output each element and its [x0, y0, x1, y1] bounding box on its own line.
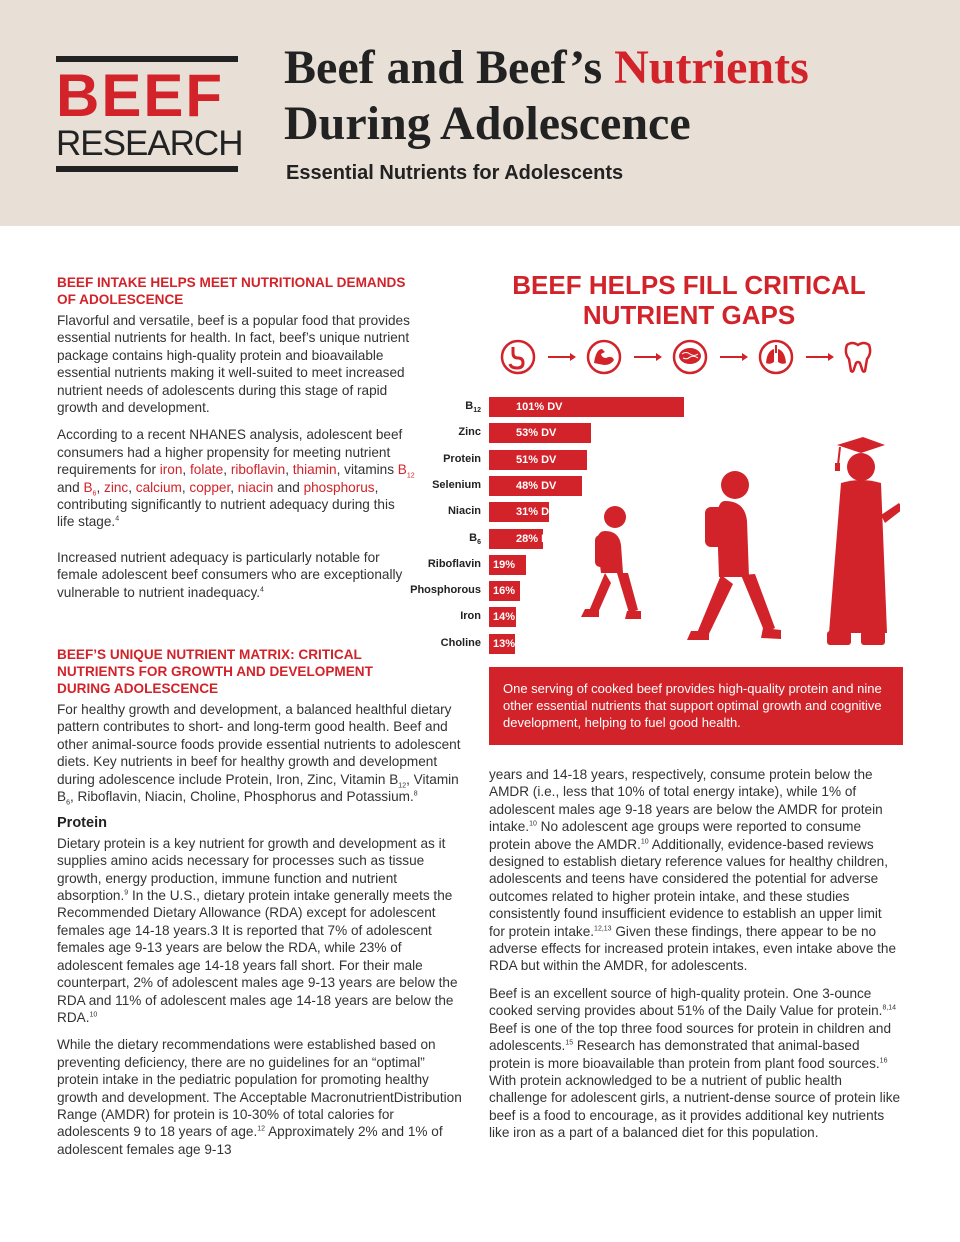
section1-paragraph1: Flavorful and versatile, beef is a popular food that provides essential nutrients for health. In fact, beef’s unique nutrient package contains high-quality protein and bioavailable essential nutrients making it well-suited to meet increased nutrient needs of adolescents during this stage of rapid growth and development.: [57, 313, 410, 416]
nutrient-calcium-link[interactable]: calcium: [135, 479, 182, 495]
left-column-top: [57, 274, 415, 611]
infographic-title: BEEF HELPS FILL CRITICAL NUTRIENT GAPS: [512, 270, 866, 330]
protein-paragraph1: Dietary protein is a key nutrient for growth and development as it supplies amino acids necessary for processes such as tissue growth, energy production, immune function and nutrient absorption.$^9$ In the U.S., dietary protein intake generally meets the Recommended Dietary Allowance (RDA) except for adolescent females age 14-18 years.3 It is reported that 7% of adolescent females age 9-13 years are below the RDA, while 23% of adolescent females age 14-18 years fall short. For their male counterpart, 2% of adolescent males age 9-13 years are below the RDA and 11% of adolescent males age 14-18 years are below the RDA.$^{10}$: [57, 835, 458, 1025]
beef-research-logo: [56, 56, 243, 172]
growth-silhouettes-icon: [575, 435, 900, 655]
arrow-icon: [634, 353, 662, 361]
logo-research-text: RESEARCH: [56, 124, 243, 163]
section1-heading: BEEF INTAKE HELPS MEET NUTRITIONAL DEMANDS OF ADOLESCENCE: [57, 275, 406, 307]
protein-heading: Protein: [57, 815, 107, 832]
title-line2: During Adolescence: [284, 97, 691, 150]
chart-category-label: Phosphorous: [410, 584, 481, 597]
tooth-icon: [846, 343, 870, 372]
chart-value-label: 51% DV: [516, 453, 557, 466]
nutrient-copper-link[interactable]: copper: [189, 479, 231, 495]
protein-paragraph3: years and 14-18 years, respectively, consume protein below the AMDR (i.e., less that 10% of total energy intake), while 1% of adolescent males age 9-18 years are below the AMDR for protein intake.$^{10}$ No adolescent age groups were reported to consume protein above the AMDR.$^{10}$ Additionally, evidence-based reviews designed to establish dietary reference values for healthy children, adolescents and teens have considered the potential for adverse outcomes related to higher protein intake, and these studies consistently found insufficient evidence to establish an upper limit for protein intake.$^{12,13}$ Given these findings, there appear to be no adverse effects for increased protein intakes, even intake above the RDA but within the AMDR, for adolescents.: [489, 767, 897, 974]
protein-paragraph4: Beef is an excellent source of high-quality protein. One 3-ounce cooked serving provides about 51% of the Daily Value for protein.$^{8,14}$ Beef is one of the top three food sources for protein in children and adolescents.$^{15}$ Research has demonstrated that animal-based protein is more bioavailable than protein from plant food sources.$^{16}$ With protein acknowledged to be a nutrient of public health challenge for adolescent girls, a nutrient-dense source of protein like beef is a food to encourage, as it provides additional key nutrients like iron as a part of a balanced diet for this population.: [489, 985, 901, 1141]
chart-category-label: Protein: [443, 452, 481, 465]
p2-intro: According to a recent NHANES analysis, adolescent beef consumers had a higher propensity for meeting nutrient requirements for: [57, 427, 403, 478]
section1-paragraph2: According to a recent NHANES analysis, adolescent beef consumers had a higher propensity for meeting nutrient requirements for iron, folate, riboflavin, thiamin, vitamins $B_{12}$ and $B_6$, zinc, calcium, copper, niacin and phosphorus, contributing significantly to nutrient adequacy during this life stage.$^4$: [57, 427, 415, 530]
callout-box: One serving of cooked beef provides high-quality protein and nine other essential nutrients that support optimal growth and cognitive development, helping to fuel good health.: [489, 667, 903, 745]
chart-value-label: 101% DV: [516, 401, 563, 413]
nutrient-iron-link[interactable]: iron: [159, 462, 183, 478]
title-highlight: Nutrients: [614, 41, 809, 94]
ref-4: 4: [115, 515, 120, 523]
stomach-icon: [502, 341, 534, 373]
logo-bottom-bar: [56, 166, 238, 172]
chart-value-label: 53% DV: [516, 427, 557, 440]
chart-category-label: Iron: [460, 610, 481, 623]
chart-category-label: Riboflavin: [427, 557, 481, 570]
chart-category-label: $B_6$: [469, 531, 481, 546]
chart-category-label: Selenium: [432, 478, 481, 491]
chart-category-label: Choline: [440, 636, 481, 649]
chart-category-label: $B_{12}$: [465, 400, 481, 415]
section2-heading: BEEF’S UNIQUE NUTRIENT MATRIX: CRITICAL NUTRIENTS FOR GROWTH AND DEVELOPMENT DURING ADOLESCENCE: [57, 647, 373, 696]
chart-value-label: 31% DV: [516, 506, 557, 519]
chart-value-label: 19%: [493, 558, 516, 571]
chart-value-label: 14%: [493, 611, 516, 624]
section1-paragraph3: Increased nutrient adequacy is particularly notable for female adolescent beef consumers who are exceptionally vulnerable to nutrient inadequacy.$^4$: [57, 549, 403, 600]
chart-value-label: 13%: [493, 637, 516, 650]
nutrient-zinc-link[interactable]: zinc: [104, 479, 129, 495]
chart-value-label: 16%: [493, 585, 516, 598]
muscle-icon: [588, 341, 620, 373]
chart-category-label: Zinc: [458, 426, 481, 439]
nutrient-thiamin-link[interactable]: thiamin: [292, 462, 337, 478]
graduate-silhouette-icon: [827, 437, 900, 645]
logo-beef-text: BEEF: [56, 62, 225, 129]
chart-value-label: 48% DV: [516, 479, 557, 492]
lungs-icon: [760, 341, 792, 373]
left-column-bottom: [57, 646, 467, 1168]
child-silhouette-icon: [581, 506, 641, 619]
right-column: [489, 766, 901, 1152]
arrow-icon: [548, 353, 576, 361]
arrow-icon: [720, 353, 748, 361]
nutrient-b12-link[interactable]: $B_{12}$: [397, 462, 415, 480]
nutrient-riboflavin-link[interactable]: riboflavin: [230, 462, 286, 478]
nutrient-niacin-link[interactable]: niacin: [237, 479, 274, 495]
page-subtitle: Essential Nutrients for Adolescents: [286, 162, 624, 184]
nutrient-b6-link[interactable]: $B_6$: [83, 479, 97, 498]
teen-silhouette-icon: [687, 471, 781, 640]
p2-end: , contributing significantly to nutrient adequacy during this life stage.: [57, 479, 395, 530]
chart-category-label: Niacin: [447, 505, 481, 518]
arrow-icon: [806, 353, 834, 361]
nutrient-folate-link[interactable]: folate: [189, 462, 224, 478]
title-part1: Beef and Beef’s: [284, 41, 615, 94]
page-title: [284, 40, 809, 152]
protein-paragraph2: While the dietary recommendations were established based on preventing deficiency, there are no guidelines for an “optimal” protein intake in the pediatric population for promoting healthy growth and development. The Acceptable MacronutrientDistribution Range (AMDR) for protein is 10-30% of total calories for adolescents 9 to 18 years of age.$^{12}$ Approximately 2% and 1% of adolescent females age 9-13: [57, 1037, 462, 1157]
header-banner: [0, 0, 960, 226]
nutrient-phosphorus-link[interactable]: phosphorus: [303, 479, 375, 495]
brain-icon: [674, 341, 706, 373]
section2-paragraph: For healthy growth and development, a balanced healthful dietary pattern contributes to short- and long-term good health. Beef and other animal-source foods provide essential nutrients to adolescent diets. Key nutrients in beef for healthy growth and development during adolescence include Protein, Iron, Zinc, Vitamin $B_{12}$, Vitamin $B_6$, Riboflavin, Niacin, Choline, Phosphorus and Potassium.$^8$: [57, 702, 461, 807]
nutrient-icon-row: [500, 339, 880, 375]
chart-value-label: 28% DV: [516, 532, 557, 545]
